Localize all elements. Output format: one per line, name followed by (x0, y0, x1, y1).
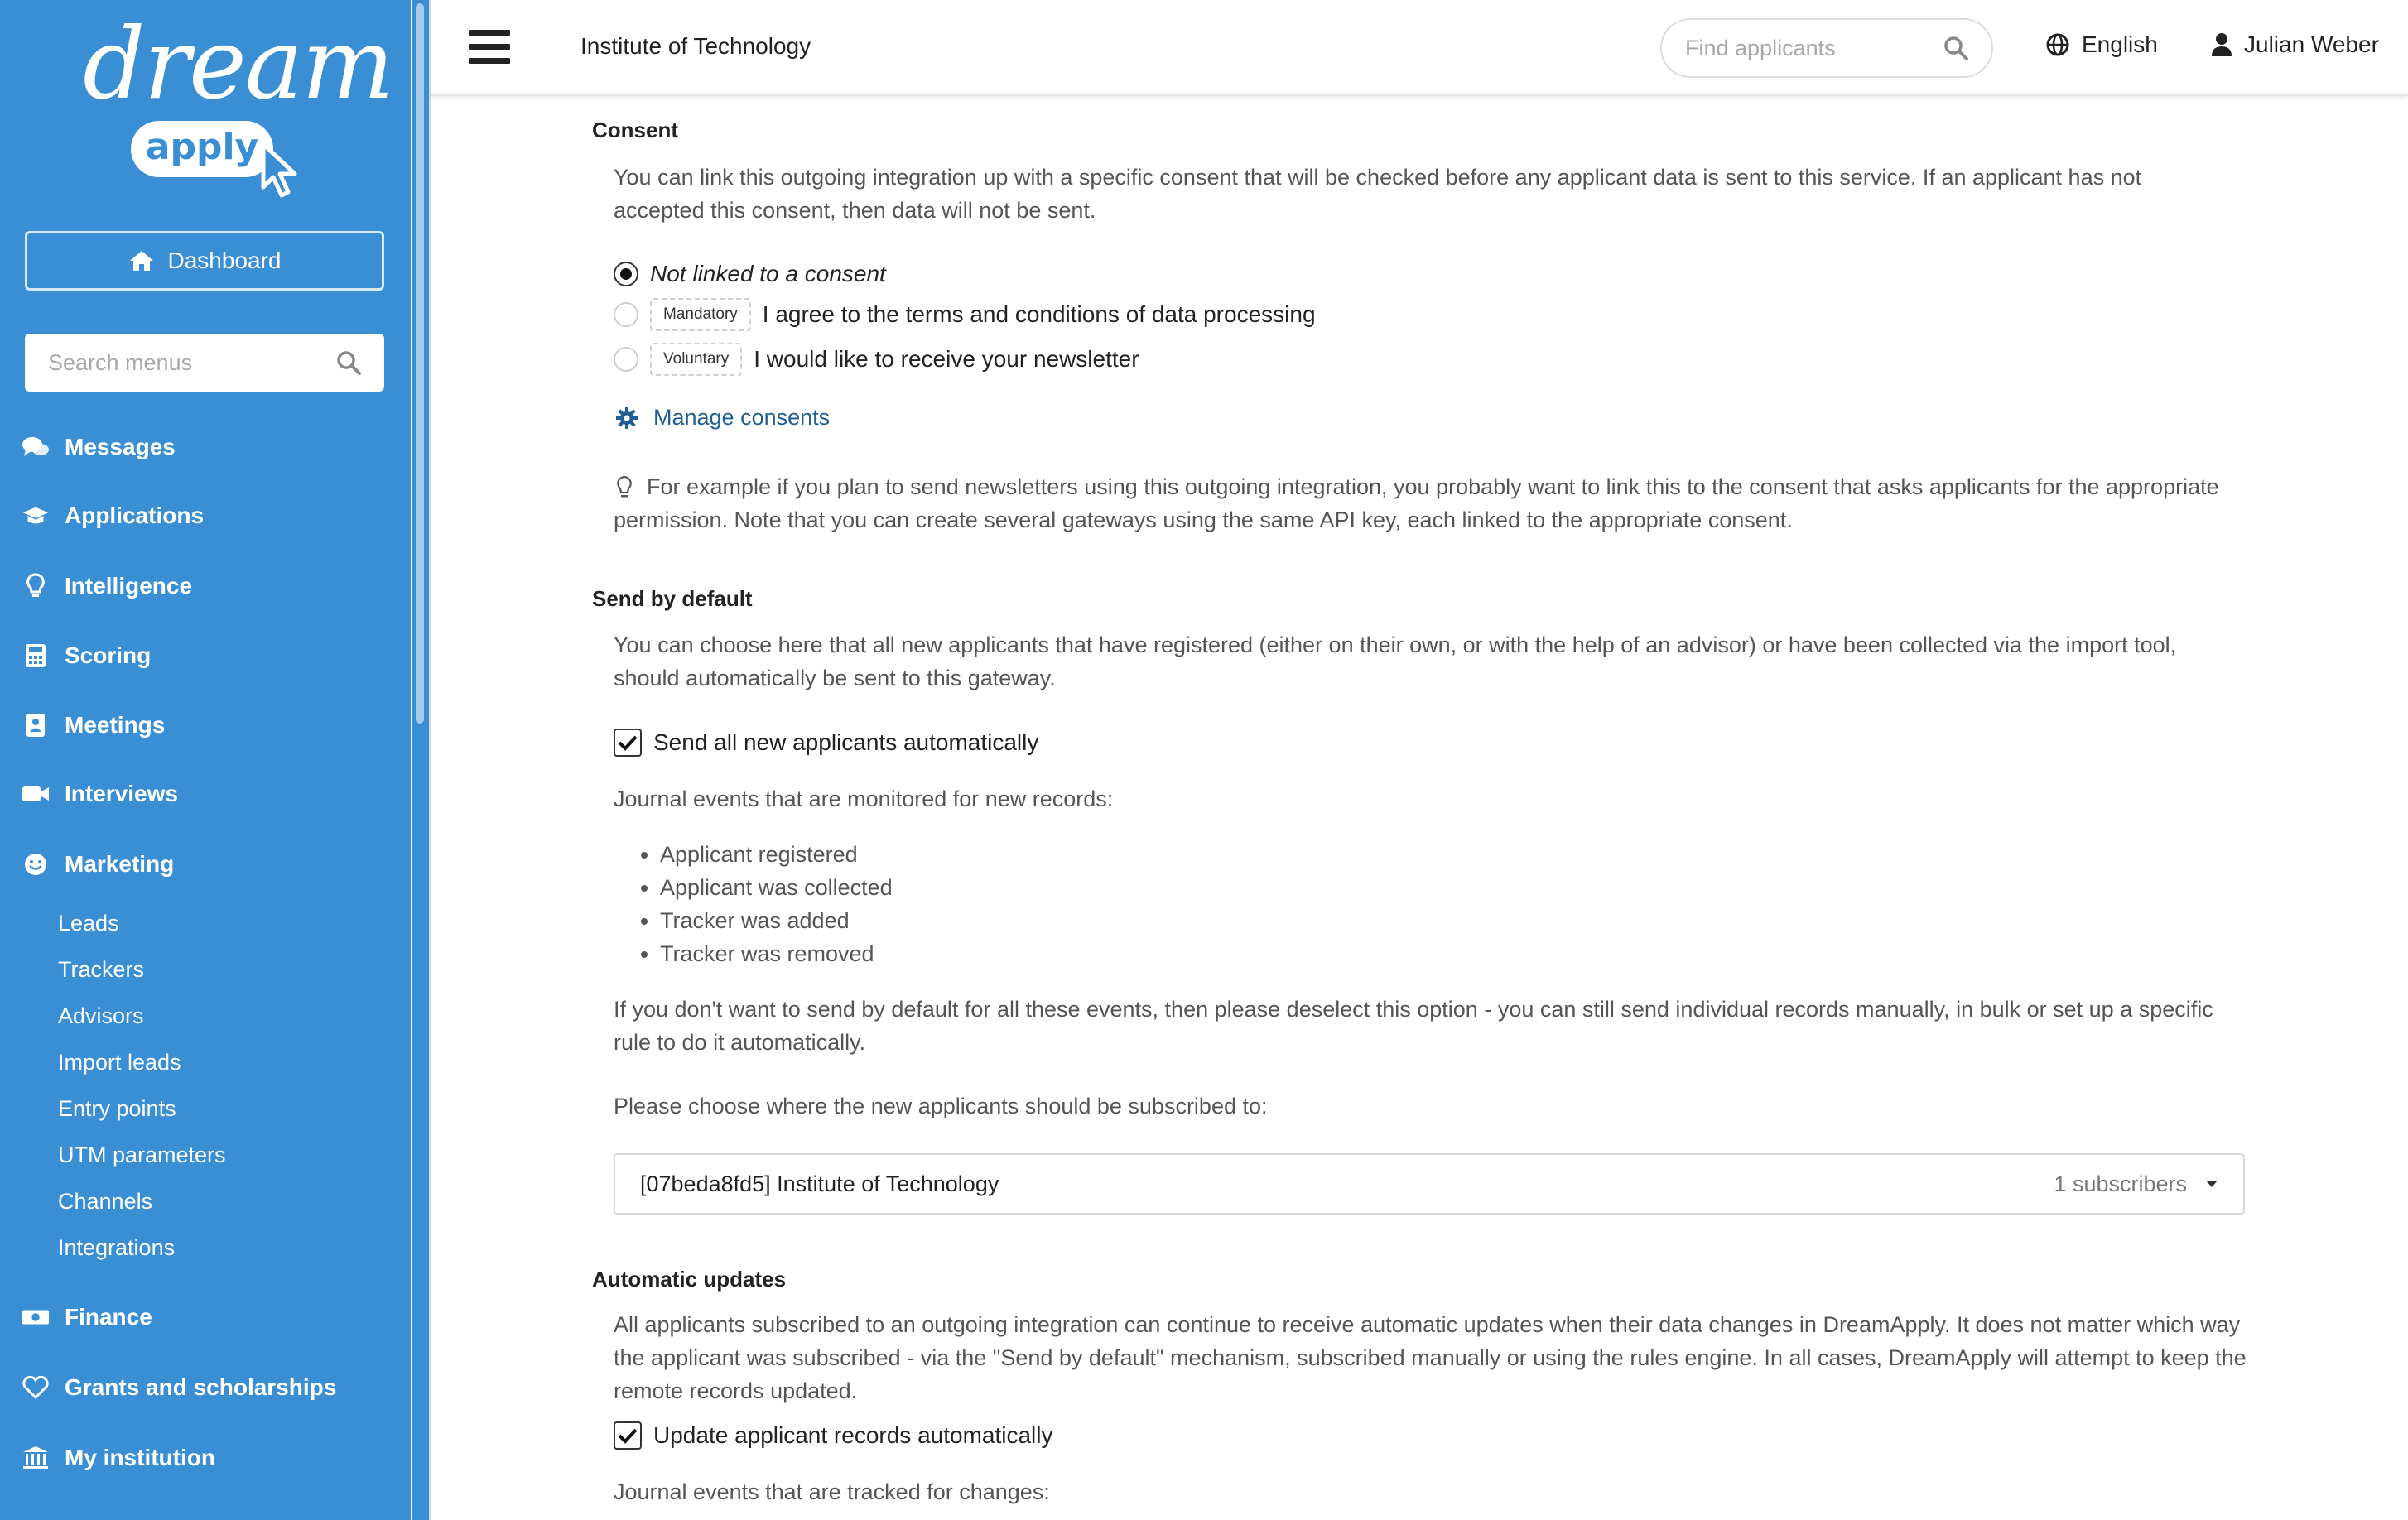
checkmark-icon (618, 734, 638, 751)
subscription-list-value: [07beda8fd5] Institute of Technology (640, 1171, 999, 1196)
sidebar-subitem-entry-points[interactable]: Entry points (58, 1096, 176, 1121)
list-item: • Applicant registered (660, 838, 893, 871)
sidebar-item-label: Marketing (65, 851, 175, 877)
mandatory-badge: Mandatory (650, 298, 751, 331)
sidebar-subitem-integrations[interactable]: Integrations (58, 1235, 176, 1260)
consent-option-label: Not linked to a consent (650, 261, 886, 286)
sidebar-item-label: Meetings (65, 712, 166, 738)
main-content (431, 96, 2408, 1520)
cursor-icon (258, 141, 305, 200)
subscribe-prompt: Please choose where the new applicants should be subscribed to: (614, 1094, 1268, 1118)
manage-consents-link[interactable] (615, 405, 830, 431)
auto-updates-heading: Automatic updates (592, 1267, 787, 1292)
auto-updates-description: All applicants subscribed to an outgoing integration can continue to receive automatic updates when their data changes in DreamApply. It does not matter which way the applicant was subscribed - via the "Send by default" mechanism, subscribed manually or using the rules engine. In all cases, DreamApply will attempt to keep the remote records updated. (614, 1312, 2247, 1403)
consent-tip-text: For example if you plan to send newsletters using this outgoing integration, you probably want to link this to the consent that asks applicants for the appropriate permission. Note that you can create several gateways using the same API key, each linked to the appropriate consent. (614, 474, 2219, 532)
sidebar-item-label: Finance (65, 1304, 152, 1330)
sidebar-item-intelligence[interactable] (22, 568, 192, 604)
money-icon (22, 1303, 50, 1331)
heart-icon (22, 1373, 50, 1402)
user-menu[interactable] (2211, 31, 2379, 58)
gear-icon (615, 406, 638, 430)
hamburger-menu-icon[interactable] (469, 30, 510, 65)
consent-radio-terms[interactable] (614, 302, 638, 327)
update-records-checkbox[interactable] (614, 1421, 642, 1450)
list-item: • Applicant was collected (660, 871, 893, 904)
calculator-icon (22, 642, 50, 670)
sidebar-subitem-leads[interactable]: Leads (58, 911, 119, 936)
consent-option-label: I agree to the terms and conditions of data processing (762, 301, 1316, 327)
sidebar-item-scoring[interactable] (22, 637, 151, 674)
search-menus-input[interactable] (25, 334, 384, 392)
sidebar-item-label: Interviews (65, 781, 178, 806)
send-all-new-checkbox[interactable] (614, 729, 642, 757)
graduation-cap-icon (22, 502, 50, 530)
sidebar-scrollbar[interactable] (412, 0, 429, 1520)
sidebar-item-interviews[interactable] (22, 776, 178, 812)
send-default-heading: Send by default (592, 586, 753, 611)
lightbulb-icon (22, 572, 50, 600)
sidebar-scrollbar-thumb[interactable] (416, 3, 424, 724)
list-item: • Tracker was removed (660, 937, 893, 970)
sidebar-item-label: Intelligence (65, 573, 193, 599)
sidebar-item-marketing[interactable] (22, 846, 174, 883)
globe-icon (2045, 32, 2070, 57)
sidebar-item-my-institution[interactable] (22, 1440, 215, 1476)
sidebar-item-label: My institution (65, 1445, 215, 1470)
sidebar-subitem-channels[interactable]: Channels (58, 1189, 153, 1214)
sidebar-item-messages[interactable] (22, 429, 176, 465)
sidebar-item-label: Scoring (65, 642, 152, 668)
smile-icon (22, 850, 50, 878)
deselect-note: If you don't want to send by default for all these events, then please deselect this option - you can still send individual records manually, in bulk or set up a specific rule to do it automatically. (614, 997, 2213, 1055)
search-icon[interactable] (336, 350, 361, 375)
sidebar-subitem-advisors[interactable]: Advisors (58, 1003, 144, 1028)
checkmark-icon (618, 1427, 638, 1444)
send-default-description: You can choose here that all new applicants that have registered (either on their own, or with the help of an advisor) or have been collected via the import tool, should automatically be sent to this gateway. (614, 633, 2177, 690)
dreamapply-logo[interactable] (83, 7, 393, 189)
consent-option-none[interactable] (614, 261, 886, 287)
institution-icon (22, 1444, 50, 1472)
consent-tip (614, 470, 2237, 536)
consent-radio-newsletter[interactable] (614, 347, 638, 372)
search-icon[interactable] (1943, 36, 1968, 60)
video-camera-icon (22, 780, 50, 808)
caret-down-icon (2205, 1180, 2218, 1188)
lightbulb-icon (615, 475, 633, 500)
sidebar-item-applications[interactable] (22, 498, 204, 534)
sidebar-subitem-utm-parameters[interactable]: UTM parameters (58, 1142, 226, 1167)
manage-consents-label: Manage consents (653, 405, 831, 430)
language-selector[interactable] (2045, 31, 2158, 58)
institution-title: Institute of Technology (580, 33, 811, 59)
find-applicants-placeholder: Find applicants (1685, 35, 1836, 60)
consent-heading: Consent (592, 118, 678, 142)
top-header (431, 0, 2408, 96)
sidebar-subitem-trackers[interactable]: Trackers (58, 957, 145, 982)
consent-option-label: I would like to receive your newsletter (754, 346, 1139, 372)
monitored-events-list (614, 838, 893, 970)
sidebar-item-label: Applications (65, 503, 205, 528)
user-icon (2211, 32, 2232, 57)
sidebar-subitem-import-leads[interactable]: Import leads (58, 1050, 181, 1075)
sidebar-item-meetings[interactable] (22, 707, 165, 743)
consent-description: You can link this outgoing integration up with a specific consent that will be checked before any applicant data is sent to this service. If an applicant has not accepted this consent, then data will not be sent. (614, 165, 2142, 223)
consent-option-terms[interactable] (614, 298, 1316, 331)
dashboard-label: Dashboard (167, 248, 282, 273)
sidebar-item-finance[interactable] (22, 1299, 152, 1335)
update-records-label: Update applicant records automatically (653, 1422, 1053, 1448)
sidebar (0, 0, 411, 1520)
find-applicants-input[interactable] (1660, 18, 1993, 78)
monitored-events-intro: Journal events that are monitored for new records: (614, 786, 1114, 811)
voluntary-badge: Voluntary (650, 343, 742, 376)
home-icon (128, 249, 155, 272)
subscriber-count: 1 subscribers (2054, 1171, 2187, 1196)
consent-option-newsletter[interactable] (614, 343, 1139, 376)
sidebar-item-label: Grants and scholarships (65, 1374, 337, 1400)
update-records-checkbox-row[interactable] (614, 1421, 1052, 1450)
logo-word: dream (83, 7, 393, 121)
language-label: English (2082, 31, 2158, 57)
tracked-events-intro: Journal events that are tracked for changes: (614, 1479, 1050, 1504)
send-all-new-checkbox-row[interactable] (614, 729, 1038, 757)
subscription-list-select[interactable] (614, 1153, 2245, 1215)
list-item: • Tracker was added (660, 904, 893, 937)
user-name: Julian Weber (2244, 31, 2379, 57)
comments-icon (22, 433, 50, 461)
dashboard-button[interactable] (25, 231, 384, 291)
consent-radio-none[interactable] (614, 262, 638, 286)
sidebar-item-grants-and-scholarships[interactable] (22, 1369, 336, 1406)
send-all-new-label: Send all new applicants automatically (653, 729, 1039, 755)
sidebar-item-label: Messages (65, 434, 176, 459)
search-menus-placeholder: Search menus (48, 349, 193, 375)
logo-pill: apply (131, 121, 273, 177)
address-book-icon (22, 711, 50, 739)
